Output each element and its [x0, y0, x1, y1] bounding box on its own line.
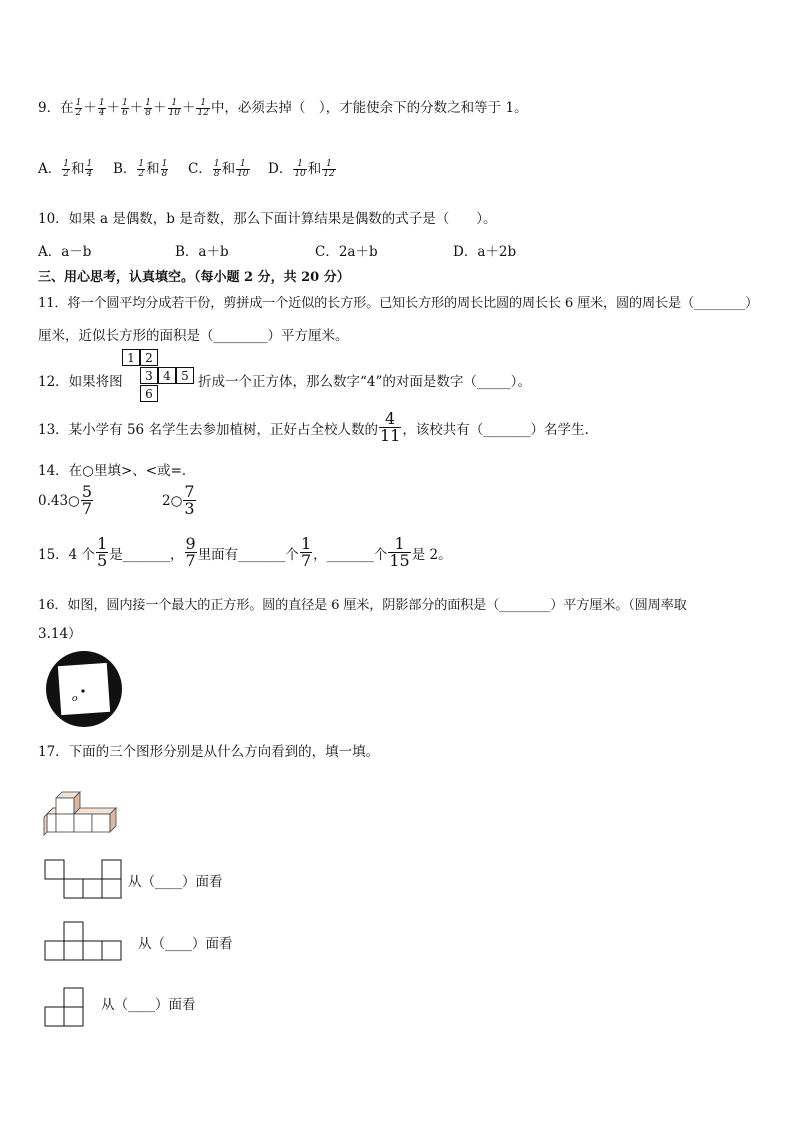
numerator: 1	[200, 98, 207, 108]
cube-side-left	[44, 814, 47, 835]
denominator: 12	[197, 108, 209, 118]
q12-pre: 12．如果将图	[38, 374, 123, 390]
section-heading: 三、用心思考，认真填空。（每小题 2 分，共 20 分）	[38, 270, 350, 285]
numerator: 1	[122, 98, 128, 108]
option-fraction	[85, 160, 93, 179]
net-cell-1: 1	[122, 349, 140, 366]
view2-cell	[64, 941, 83, 960]
view2-cell	[102, 941, 121, 960]
q14-item-1: 0.43○ $\frac{5}{7}$	[38, 482, 93, 518]
q9-fraction	[144, 99, 152, 118]
q9-option	[113, 157, 169, 179]
cube-top-3	[74, 808, 116, 814]
view1-cell	[45, 860, 64, 879]
denominator: 6	[122, 108, 128, 118]
q14-item-2: 2○ $\frac{7}{3}$	[162, 482, 195, 518]
center-dot	[81, 689, 84, 692]
view3-cell	[64, 1007, 83, 1026]
denominator: 8	[213, 169, 220, 179]
denominator: 10	[168, 108, 180, 118]
q10-option-d: D．a＋2b	[453, 244, 517, 260]
q15-stem: 15．4 个 $\frac{1}{5}$ 是_______， $\frac{9}{7}$ 里面有_______个 $\frac{1}{7}$ ，_______个 $\frac{1}{15}$ 是 2。	[38, 534, 452, 570]
q9-fraction	[75, 99, 83, 118]
cube-front-2	[56, 814, 74, 832]
center-label: o	[72, 692, 78, 704]
denominator: 8	[145, 108, 152, 118]
cube-front-upper	[56, 798, 74, 814]
view1-cell	[102, 879, 121, 898]
and-text: 和	[221, 161, 236, 177]
net-cell-4: 4	[158, 367, 176, 384]
view-1-figure	[44, 859, 124, 899]
denominator: 4	[98, 108, 105, 118]
net-cell-3: 3	[140, 367, 158, 384]
numerator: 1	[98, 98, 105, 108]
option-fraction	[62, 160, 70, 179]
q10-stem: 10．如果 a 是偶数，b 是奇数，那么下面计算结果是偶数的式子是（ ）。	[38, 211, 497, 227]
option-fraction	[236, 160, 249, 179]
q9-stem: 9．在 $\frac{1}{2}$ ＋ $\frac{1}{4}$ ＋ $\frac{1}{6}$ ＋ $\frac{1}{8}$ ＋ $\frac{1}{10}$ ＋ $\frac{1}{12}$ 中，必须去掉（ ），才能使余下的分数之和等于 1。	[38, 98, 528, 118]
q13-fraction: $\frac{4}{11}$	[379, 409, 401, 445]
q9-fraction-sum	[74, 100, 211, 116]
view-1-label: 从（____）面看	[128, 874, 223, 890]
cube-front-4	[92, 814, 110, 832]
q17-stem: 17．下面的三个图形分别是从什么方向看到的，填一填。	[38, 744, 380, 760]
view1-cell	[83, 879, 102, 898]
plus-sign: ＋	[106, 100, 121, 116]
numerator: 1	[213, 159, 220, 169]
cube-top-4	[47, 808, 56, 814]
view2-cell	[64, 922, 83, 941]
q9-option	[38, 157, 94, 179]
circle-square-figure	[44, 650, 124, 728]
numerator: 1	[161, 159, 168, 169]
q9-fraction	[196, 99, 209, 118]
view-3-figure	[44, 987, 86, 1027]
denominator: 2	[138, 169, 145, 179]
denominator: 2	[63, 169, 69, 179]
view-3-label: 从（____）面看	[101, 997, 196, 1013]
q9-fraction	[98, 99, 106, 118]
plus-sign: ＋	[153, 100, 167, 116]
q9-fraction	[168, 99, 181, 118]
numerator: 1	[297, 159, 303, 169]
denominator: 2	[75, 108, 82, 118]
and-text: 和	[70, 161, 85, 177]
cube-front-3	[74, 814, 92, 832]
q12-post: 折成一个正方体，那么数字“4”的对面是数字（_____）。	[198, 374, 531, 390]
view3-cell	[45, 1007, 64, 1026]
q16-line1: 16．如图，圆内接一个最大的正方形。圆的直径是 6 厘米，阴影部分的面积是（________）平方厘米。（圆周率取	[38, 598, 687, 613]
denominator: 10	[237, 169, 249, 179]
view3-cell	[64, 988, 83, 1007]
numerator: 1	[145, 98, 152, 108]
cube-net-figure	[122, 349, 198, 405]
numerator: 1	[75, 98, 82, 108]
option-fraction	[213, 160, 221, 179]
q15-fraction-3: $\frac{1}{7}$	[300, 534, 312, 570]
numerator: 1	[326, 159, 332, 169]
cube-front-1	[47, 814, 56, 832]
view-2-label: 从（____）面看	[138, 936, 233, 952]
option-label: C．	[188, 161, 212, 177]
plus-sign: ＋	[129, 100, 144, 116]
q14-fraction-1: $\frac{5}{7}$	[81, 482, 93, 518]
denominator: 10	[294, 169, 306, 179]
view1-cell	[64, 879, 83, 898]
q11-line2: 厘米，近似长方形的面积是（________）平方厘米。	[38, 328, 349, 344]
view1-cell	[102, 860, 121, 879]
inscribed-square	[57, 662, 110, 715]
net-cell-5: 5	[176, 367, 194, 384]
q10-option-b: B．a＋b	[175, 244, 229, 260]
q14-fraction-2: $\frac{7}{3}$	[184, 482, 195, 518]
option-label: A．	[38, 161, 62, 177]
option-fraction	[293, 160, 306, 179]
view-2-figure	[44, 921, 124, 961]
cube-stack-figure	[42, 790, 128, 836]
q15-fraction-1: $\frac{1}{5}$	[97, 534, 108, 570]
net-cell-2: 2	[140, 349, 158, 366]
q15-fraction-4: $\frac{1}{15}$	[389, 534, 410, 570]
view2-cell	[45, 941, 64, 960]
q14-stem: 14．在○里填>、<或=．	[38, 463, 196, 479]
view2-cell	[83, 941, 102, 960]
q10-option-a: A．a－b	[38, 244, 92, 260]
plus-sign: ＋	[181, 100, 196, 116]
q11-line1: 11．将一个圆平均分成若干份，剪拼成一个近似的长方形。已知长方形的周长比圆的周长长 6 厘米，圆的周长是（________）	[38, 296, 759, 311]
option-fraction	[137, 160, 145, 179]
q15-fraction-2: $\frac{9}{7}$	[185, 534, 196, 570]
numerator: 1	[239, 159, 246, 169]
numerator: 1	[63, 159, 69, 169]
q16-line2: 3.14）	[38, 626, 82, 642]
q13-stem: 13．某小学有 56 名学生去参加植树，正好占全校人数的 $\frac{4}{11}$ ，该校共有（_______）名学生.	[38, 409, 589, 445]
option-label: D．	[268, 161, 293, 177]
plus-sign: ＋	[83, 100, 97, 116]
and-text: 和	[307, 161, 322, 177]
q10-option-c: C．2a＋b	[315, 244, 378, 260]
q9-option	[188, 157, 251, 179]
denominator: 8	[161, 169, 168, 179]
option-fraction	[161, 160, 169, 179]
q9-fraction	[121, 99, 129, 118]
and-text: 和	[146, 161, 160, 177]
numerator: 1	[138, 159, 145, 169]
net-cell-6: 6	[140, 385, 158, 402]
denominator: 12	[323, 169, 335, 179]
numerator: 1	[171, 98, 178, 108]
denominator: 4	[86, 169, 93, 179]
option-label: B．	[113, 161, 137, 177]
numerator: 1	[86, 159, 93, 169]
option-fraction	[322, 160, 335, 179]
q9-option	[268, 157, 337, 179]
